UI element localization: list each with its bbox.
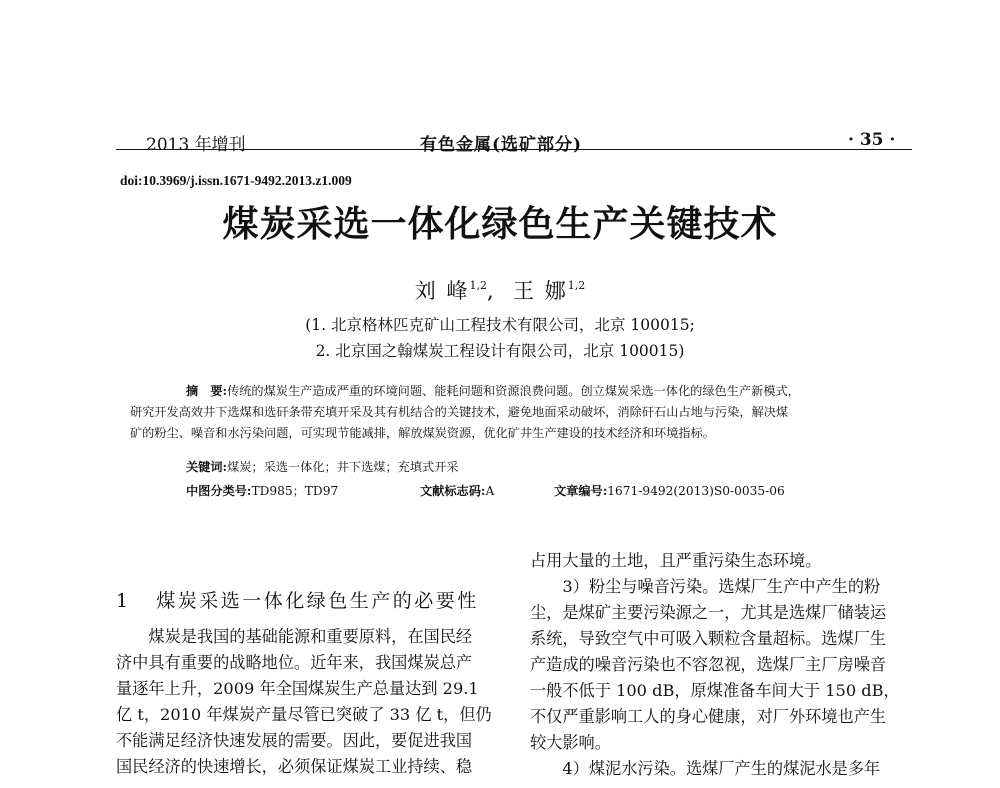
document-code-value: A — [485, 484, 495, 498]
body-line: 国民经济的快速增长，必须保证煤炭工业持续、稳 — [116, 757, 473, 776]
author-affiliation-mark: 1,2 — [567, 279, 586, 292]
author-name: 刘 峰 — [414, 279, 470, 303]
body-line: 产造成的噪音污染也不容忽视，选煤厂主厂房噪音 — [530, 655, 887, 674]
running-header-page-number: · 35 · — [848, 130, 896, 150]
body-line: 济中具有重要的战略地位。近年来，我国煤炭总产 — [116, 653, 473, 672]
section-title: 煤炭采选一体化绿色生产的必要性 — [156, 590, 479, 612]
document-code — [420, 482, 494, 499]
body-line: 尘，是煤矿主要污染源之一，尤其是选煤厂储装运 — [530, 603, 887, 622]
running-header-year: 2013 年增刊 — [146, 135, 246, 155]
keywords — [186, 458, 459, 475]
article-number-label: 文章编号: — [554, 484, 608, 498]
paper-title: 煤炭采选一体化绿色生产关键技术 — [222, 203, 778, 245]
clc-label: 中图分类号: — [186, 484, 252, 498]
keywords-label: 关键词: — [186, 460, 228, 474]
affiliation: (1. 北京格林匹克矿山工程技术有限公司，北京 100015; — [305, 316, 695, 334]
abstract-text: 传统的煤炭生产造成严重的环境问题、能耗问题和资源浪费问题。创立煤炭采选一体化的绿色生产新模式， — [227, 384, 800, 398]
body-line: 煤炭是我国的基础能源和重要原料，在国民经 — [116, 627, 473, 646]
body-line: 不仅严重影响工人的身心健康，对厂外环境也产生 — [530, 707, 887, 726]
section-heading — [116, 586, 479, 613]
abstract-line: 研究开发高效井下选煤和选矸条带充填开采及其有机结合的关键技术，避免地面采动破坏，消除矸石山占地与污染，解决煤 — [130, 405, 789, 419]
section-number: 1 — [116, 590, 131, 612]
body-line: 系统，导致空气中可吸入颗粒含量超标。选煤厂生 — [530, 629, 887, 648]
body-line: 4）煤泥水污染。选煤厂产生的煤泥水是多年 — [530, 759, 881, 778]
body-line: 较大影响。 — [530, 733, 611, 752]
abstract-label: 摘 要: — [186, 384, 228, 398]
abstract — [130, 381, 878, 444]
clc-number — [186, 482, 338, 499]
author-affiliation-mark: 1,2 — [469, 279, 487, 292]
running-header-journal: 有色金属(选矿部分) — [420, 135, 583, 155]
body-line: 量逐年上升，2009 年全国煤炭生产总量达到 29.1 — [116, 679, 479, 698]
abstract-line — [130, 381, 878, 402]
body-line: 一般不低于 100 dB，原煤准备车间大于 150 dB， — [530, 681, 900, 700]
doi[interactable]: doi:10.3969/j.issn.1671-9492.2013.z1.009 — [120, 173, 352, 188]
body-line: 不能满足经济快速发展的需要。因此，要促进我国 — [116, 731, 473, 750]
affiliation: 2. 北京国之翰煤炭工程设计有限公司，北京 100015) — [315, 342, 685, 360]
article-number-value: 1671-9492(2013)S0-0035-06 — [607, 484, 785, 498]
keywords-text: 煤炭；采选一体化；井下选煤；充填式开采 — [227, 460, 459, 474]
body-line: 3）粉尘与噪音污染。选煤厂生产中产生的粉 — [530, 577, 881, 596]
author-name: 王 娜 — [513, 279, 568, 303]
body-line: 亿 t，2010 年煤炭产量尽管已突破了 33 亿 t，但仍 — [116, 705, 492, 724]
body-line: 占用大量的土地，且严重污染生态环境。 — [530, 551, 822, 570]
abstract-line: 矿的粉尘、噪音和水污染问题，可实现节能减排，解放煤炭资源，优化矿井生产建设的技术经济和环境指标。 — [130, 426, 715, 440]
right-column — [530, 548, 914, 782]
header-rule — [116, 149, 912, 150]
author-line — [0, 275, 1000, 305]
clc-value: TD985；TD97 — [251, 484, 339, 498]
author-separator: , — [486, 279, 514, 303]
document-code-label: 文献标志码: — [420, 484, 486, 498]
left-column — [116, 624, 500, 780]
article-number — [554, 482, 785, 499]
